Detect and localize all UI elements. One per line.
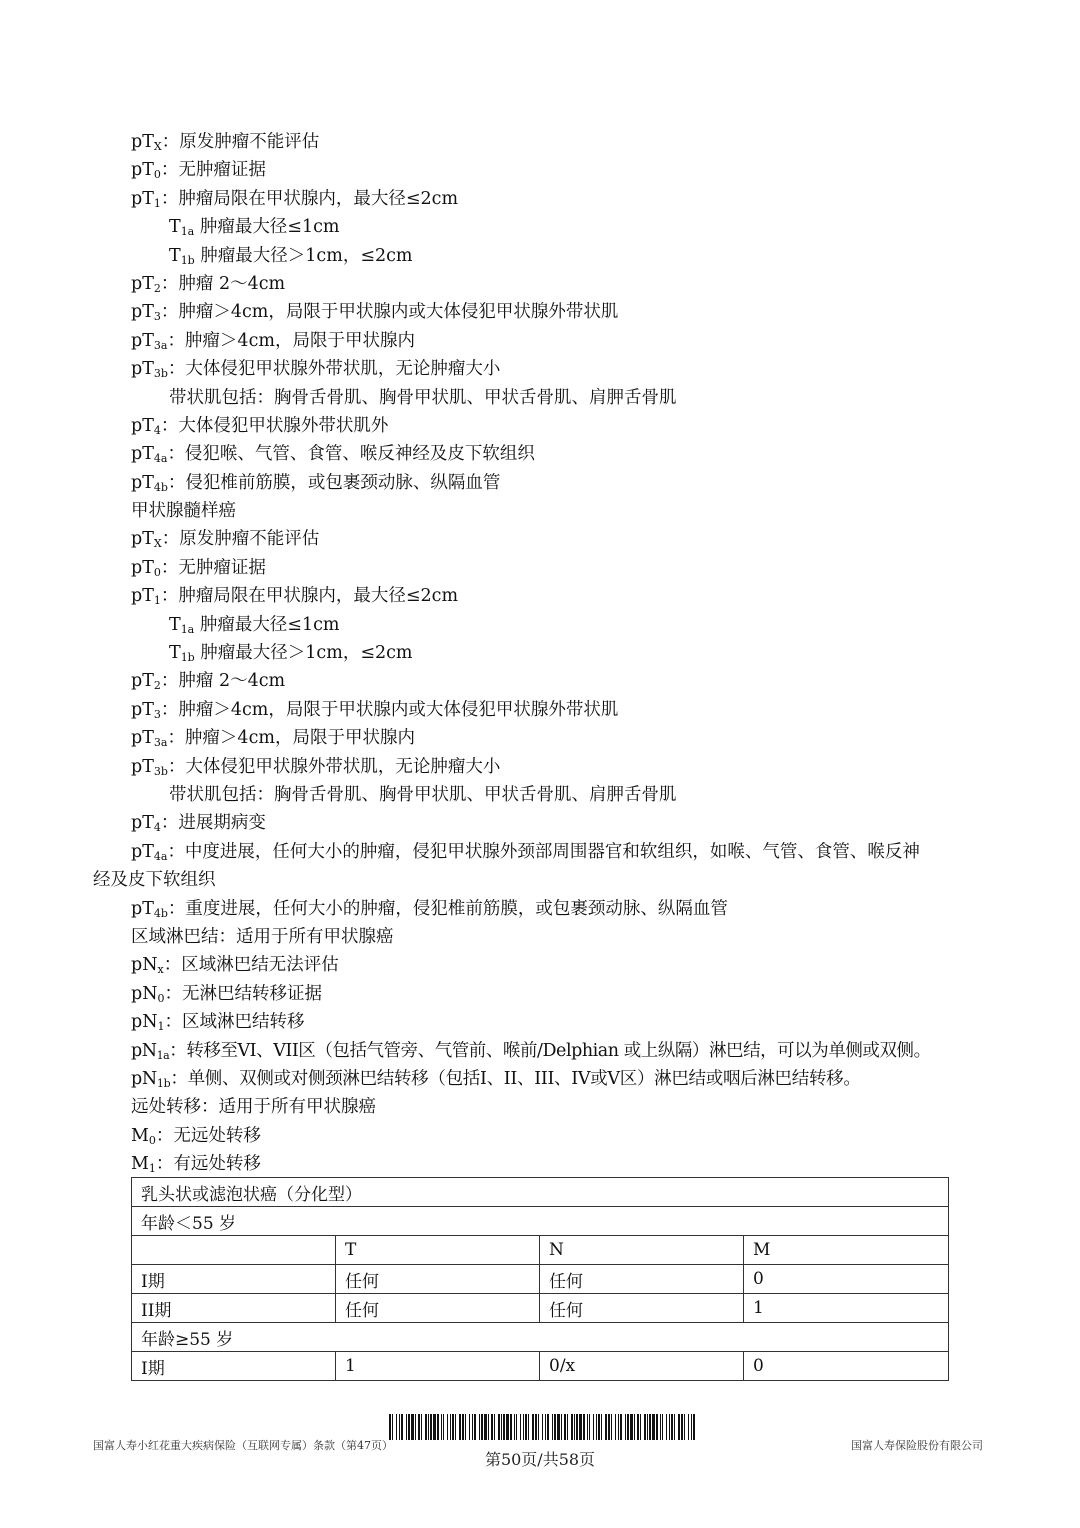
table-cell: 任何 xyxy=(336,1294,540,1323)
text-line: $T_{1b}$ 肿瘤最大径＞1cm，≤2cm xyxy=(169,643,413,665)
section-heading: 区域淋巴结：适用于所有甲状腺癌 xyxy=(131,926,394,947)
text-line: 带状肌包括：胸骨舌骨肌、胸骨甲状肌、甲状舌骨肌、肩胛舌骨肌 xyxy=(169,387,677,408)
section-heading: 甲状腺髓样癌 xyxy=(131,501,236,522)
text-line: 经及皮下软组织 xyxy=(93,870,216,891)
section-heading: 远处转移：适用于所有甲状腺癌 xyxy=(131,1097,376,1118)
text-line: $pT_1$：肿瘤局限在甲状腺内，最大径≤2cm xyxy=(131,188,459,210)
footer-policy-name: 国富人寿小红花重大疾病保险（互联网专属）条款（第47页） xyxy=(93,1439,393,1452)
text-line: 带状肌包括：胸骨舌骨肌、胸骨甲状肌、甲状舌骨肌、肩胛舌骨肌 xyxy=(169,784,677,805)
text-line: $T_{1a}$ 肿瘤最大径≤1cm xyxy=(169,217,340,239)
footer-company: 国富人寿保险股份有限公司 xyxy=(851,1439,983,1452)
text-line: $pT_0$：无肿瘤证据 xyxy=(131,557,266,579)
text-line: $pT_3$：肿瘤＞4cm，局限于甲状腺内或大体侵犯甲状腺外带状肌 xyxy=(131,302,619,324)
text-line: $M_1$：有远处转移 xyxy=(131,1154,261,1176)
table-title: 乳头状或滤泡状癌（分化型） xyxy=(132,1178,949,1207)
staging-table xyxy=(131,1177,949,1381)
text-line: $pT_X$：原发肿瘤不能评估 xyxy=(131,529,320,551)
text-line: $pT_{3a}$：肿瘤＞4cm，局限于甲状腺内 xyxy=(131,728,415,750)
text-line: $pT_X$：原发肿瘤不能评估 xyxy=(131,132,320,153)
text-line: $M_0$：无远处转移 xyxy=(131,1125,261,1147)
table-cell: I期 xyxy=(132,1352,336,1381)
table-cell: II期 xyxy=(132,1294,336,1323)
text-line: $pN_x$：区域淋巴结无法评估 xyxy=(131,955,339,977)
table-cell: 任何 xyxy=(540,1294,744,1323)
age-group-label: 年龄＜55 岁 xyxy=(132,1207,949,1236)
text-line: $T_{1a}$ 肿瘤最大径≤1cm xyxy=(169,614,340,636)
barcode xyxy=(389,1414,698,1440)
text-line: $pT_1$：肿瘤局限在甲状腺内，最大径≤2cm xyxy=(131,586,459,608)
page-number: 第50页/共58页 xyxy=(484,1450,596,1469)
table-header-cell: N xyxy=(540,1236,744,1265)
text-line: $pN_0$：无淋巴结转移证据 xyxy=(131,983,323,1005)
text-line: $pT_{4b}$：重度进展，任何大小的肿瘤，侵犯椎前筋膜，或包裹颈动脉、纵隔血管 xyxy=(131,898,728,920)
table-row xyxy=(132,1265,949,1294)
text-line: $pN_1$：区域淋巴结转移 xyxy=(131,1012,305,1034)
table-cell: I期 xyxy=(132,1265,336,1294)
table-cell: 1 xyxy=(336,1352,540,1381)
text-line: $pT_4$：大体侵犯甲状腺外带状肌外 xyxy=(131,415,389,437)
text-line: $pT_{4b}$：侵犯椎前筋膜，或包裹颈动脉、纵隔血管 xyxy=(131,472,501,494)
text-line: $pT_3$：肿瘤＞4cm，局限于甲状腺内或大体侵犯甲状腺外带状肌 xyxy=(131,699,619,721)
table-cell: 0 xyxy=(744,1265,949,1294)
table-title-row xyxy=(132,1178,949,1207)
text-line: $pT_{3b}$：大体侵犯甲状腺外带状肌，无论肿瘤大小 xyxy=(131,359,501,381)
text-line: $pT_2$：肿瘤 2～4cm xyxy=(131,671,286,693)
text-line: $pT_{3a}$：肿瘤＞4cm，局限于甲状腺内 xyxy=(131,330,415,352)
text-line: $pN_{1a}$：转移至VI、VII区（包括气管旁、气管前、喉前/Delphian 或上纵隔）淋巴结，可以为单侧或双侧。 xyxy=(131,1040,931,1062)
table-header-cell: T xyxy=(336,1236,540,1265)
text-line: $pT_{4a}$：侵犯喉、气管、食管、喉反神经及皮下软组织 xyxy=(131,444,535,466)
age-group-row xyxy=(132,1207,949,1236)
table-cell: 任何 xyxy=(336,1265,540,1294)
text-line: $pT_0$：无肿瘤证据 xyxy=(131,160,266,182)
table-row xyxy=(132,1352,949,1381)
text-line: $pT_4$：进展期病变 xyxy=(131,813,266,835)
table-cell: 0/x xyxy=(540,1352,744,1381)
table-cell: 任何 xyxy=(540,1265,744,1294)
table-header-row xyxy=(132,1236,949,1265)
table-cell: 0 xyxy=(744,1352,949,1381)
text-line: $pN_{1b}$：单侧、双侧或对侧颈淋巴结转移（包括I、II、III、IV或V区）淋巴结或咽后淋巴结转移。 xyxy=(131,1068,861,1090)
table-cell: 1 xyxy=(744,1294,949,1323)
age-group-label: 年龄≥55 岁 xyxy=(132,1323,949,1352)
age-group-row xyxy=(132,1323,949,1352)
text-line: $pT_{3b}$：大体侵犯甲状腺外带状肌，无论肿瘤大小 xyxy=(131,756,501,778)
table-header-cell xyxy=(132,1236,336,1265)
table-row xyxy=(132,1294,949,1323)
text-line: $pT_{4a}$：中度进展，任何大小的肿瘤，侵犯甲状腺外颈部周围器官和软组织，如喉、气管、食管、喉反神 xyxy=(131,841,920,863)
text-line: $pT_2$：肿瘤 2～4cm xyxy=(131,273,286,295)
clause-text xyxy=(0,128,1080,1178)
table-header-cell: M xyxy=(744,1236,949,1265)
text-line: $T_{1b}$ 肿瘤最大径＞1cm，≤2cm xyxy=(169,245,413,267)
